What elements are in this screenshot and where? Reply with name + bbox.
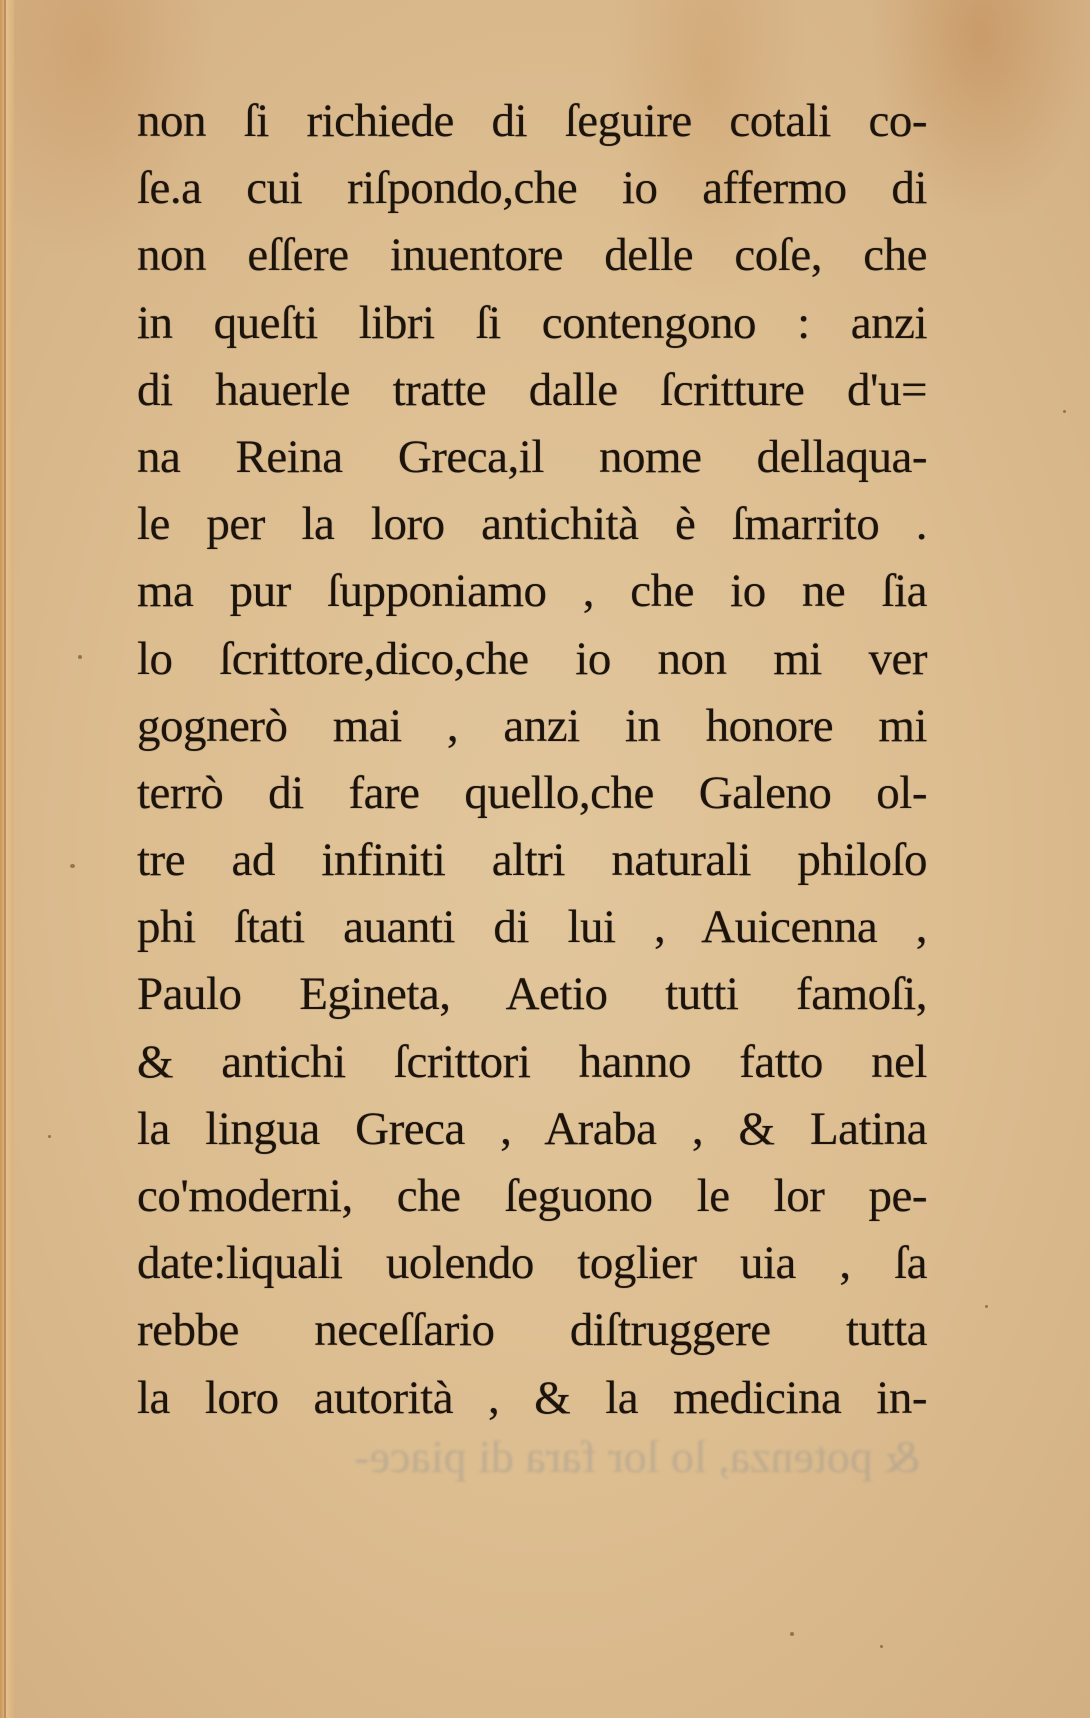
paper-speck xyxy=(70,864,75,868)
bleed-through-text: & potenza, lo lor fara di piace- xyxy=(354,1431,920,1482)
text-line-12: tre ad infiniti altri naturali philoſo xyxy=(137,834,927,887)
text-line-5: di hauerle tratte dalle ſcritture d'u= xyxy=(137,363,927,416)
text-line-3: non eſſere inuentore delle coſe, che xyxy=(137,229,927,282)
text-line-16: la lingua Greca , Araba , & Latina xyxy=(137,1102,927,1155)
page-gutter-edge xyxy=(0,0,14,1718)
paper-speck xyxy=(880,1645,883,1648)
body-text-block xyxy=(137,88,927,1432)
text-line-2: ſe.a cui riſpondo,che io affermo di xyxy=(137,162,927,215)
text-line-9: lo ſcrittore,dico,che io non mi ver xyxy=(137,632,927,685)
text-line-4: in queſti libri ſi contengono : anzi xyxy=(137,296,927,349)
text-line-10: gognerò mai , anzi in honore mi xyxy=(137,699,927,752)
paper-speck xyxy=(48,1135,51,1138)
text-line-13: phi ſtati auanti di lui , Auicenna , xyxy=(137,901,927,954)
text-line-18: date:liquali uolendo toglier uia , ſa xyxy=(137,1237,927,1290)
text-line-17: co'moderni, che ſeguono le lor pe- xyxy=(137,1170,927,1222)
paper-speck xyxy=(985,1305,988,1308)
text-line-1: non ſi richiede di ſeguire cotali co- xyxy=(137,95,927,147)
text-line-20: la loro autorità , & la medicina in- xyxy=(137,1371,927,1424)
text-line-11: terrò di fare quello,che Galeno ol- xyxy=(137,766,927,819)
text-line-15: & antichi ſcrittori hanno fatto nel xyxy=(137,1035,927,1088)
text-line-14: Paulo Egineta, Aetio tutti famoſi, xyxy=(137,968,927,1021)
text-line-19: rebbe neceſſario diſtruggere tutta xyxy=(137,1304,927,1357)
text-line-8: ma pur ſupponiamo , che io ne ſia xyxy=(137,565,927,618)
page-edge-crease xyxy=(4,0,6,1718)
text-line-7: le per la loro antichità è ſmarrito . xyxy=(137,498,927,551)
paper-speck xyxy=(1063,410,1066,413)
paper-speck xyxy=(790,1632,794,1636)
paper-speck xyxy=(78,655,82,659)
text-line-6: na Reina Greca,il nome dellaqua- xyxy=(137,430,927,483)
